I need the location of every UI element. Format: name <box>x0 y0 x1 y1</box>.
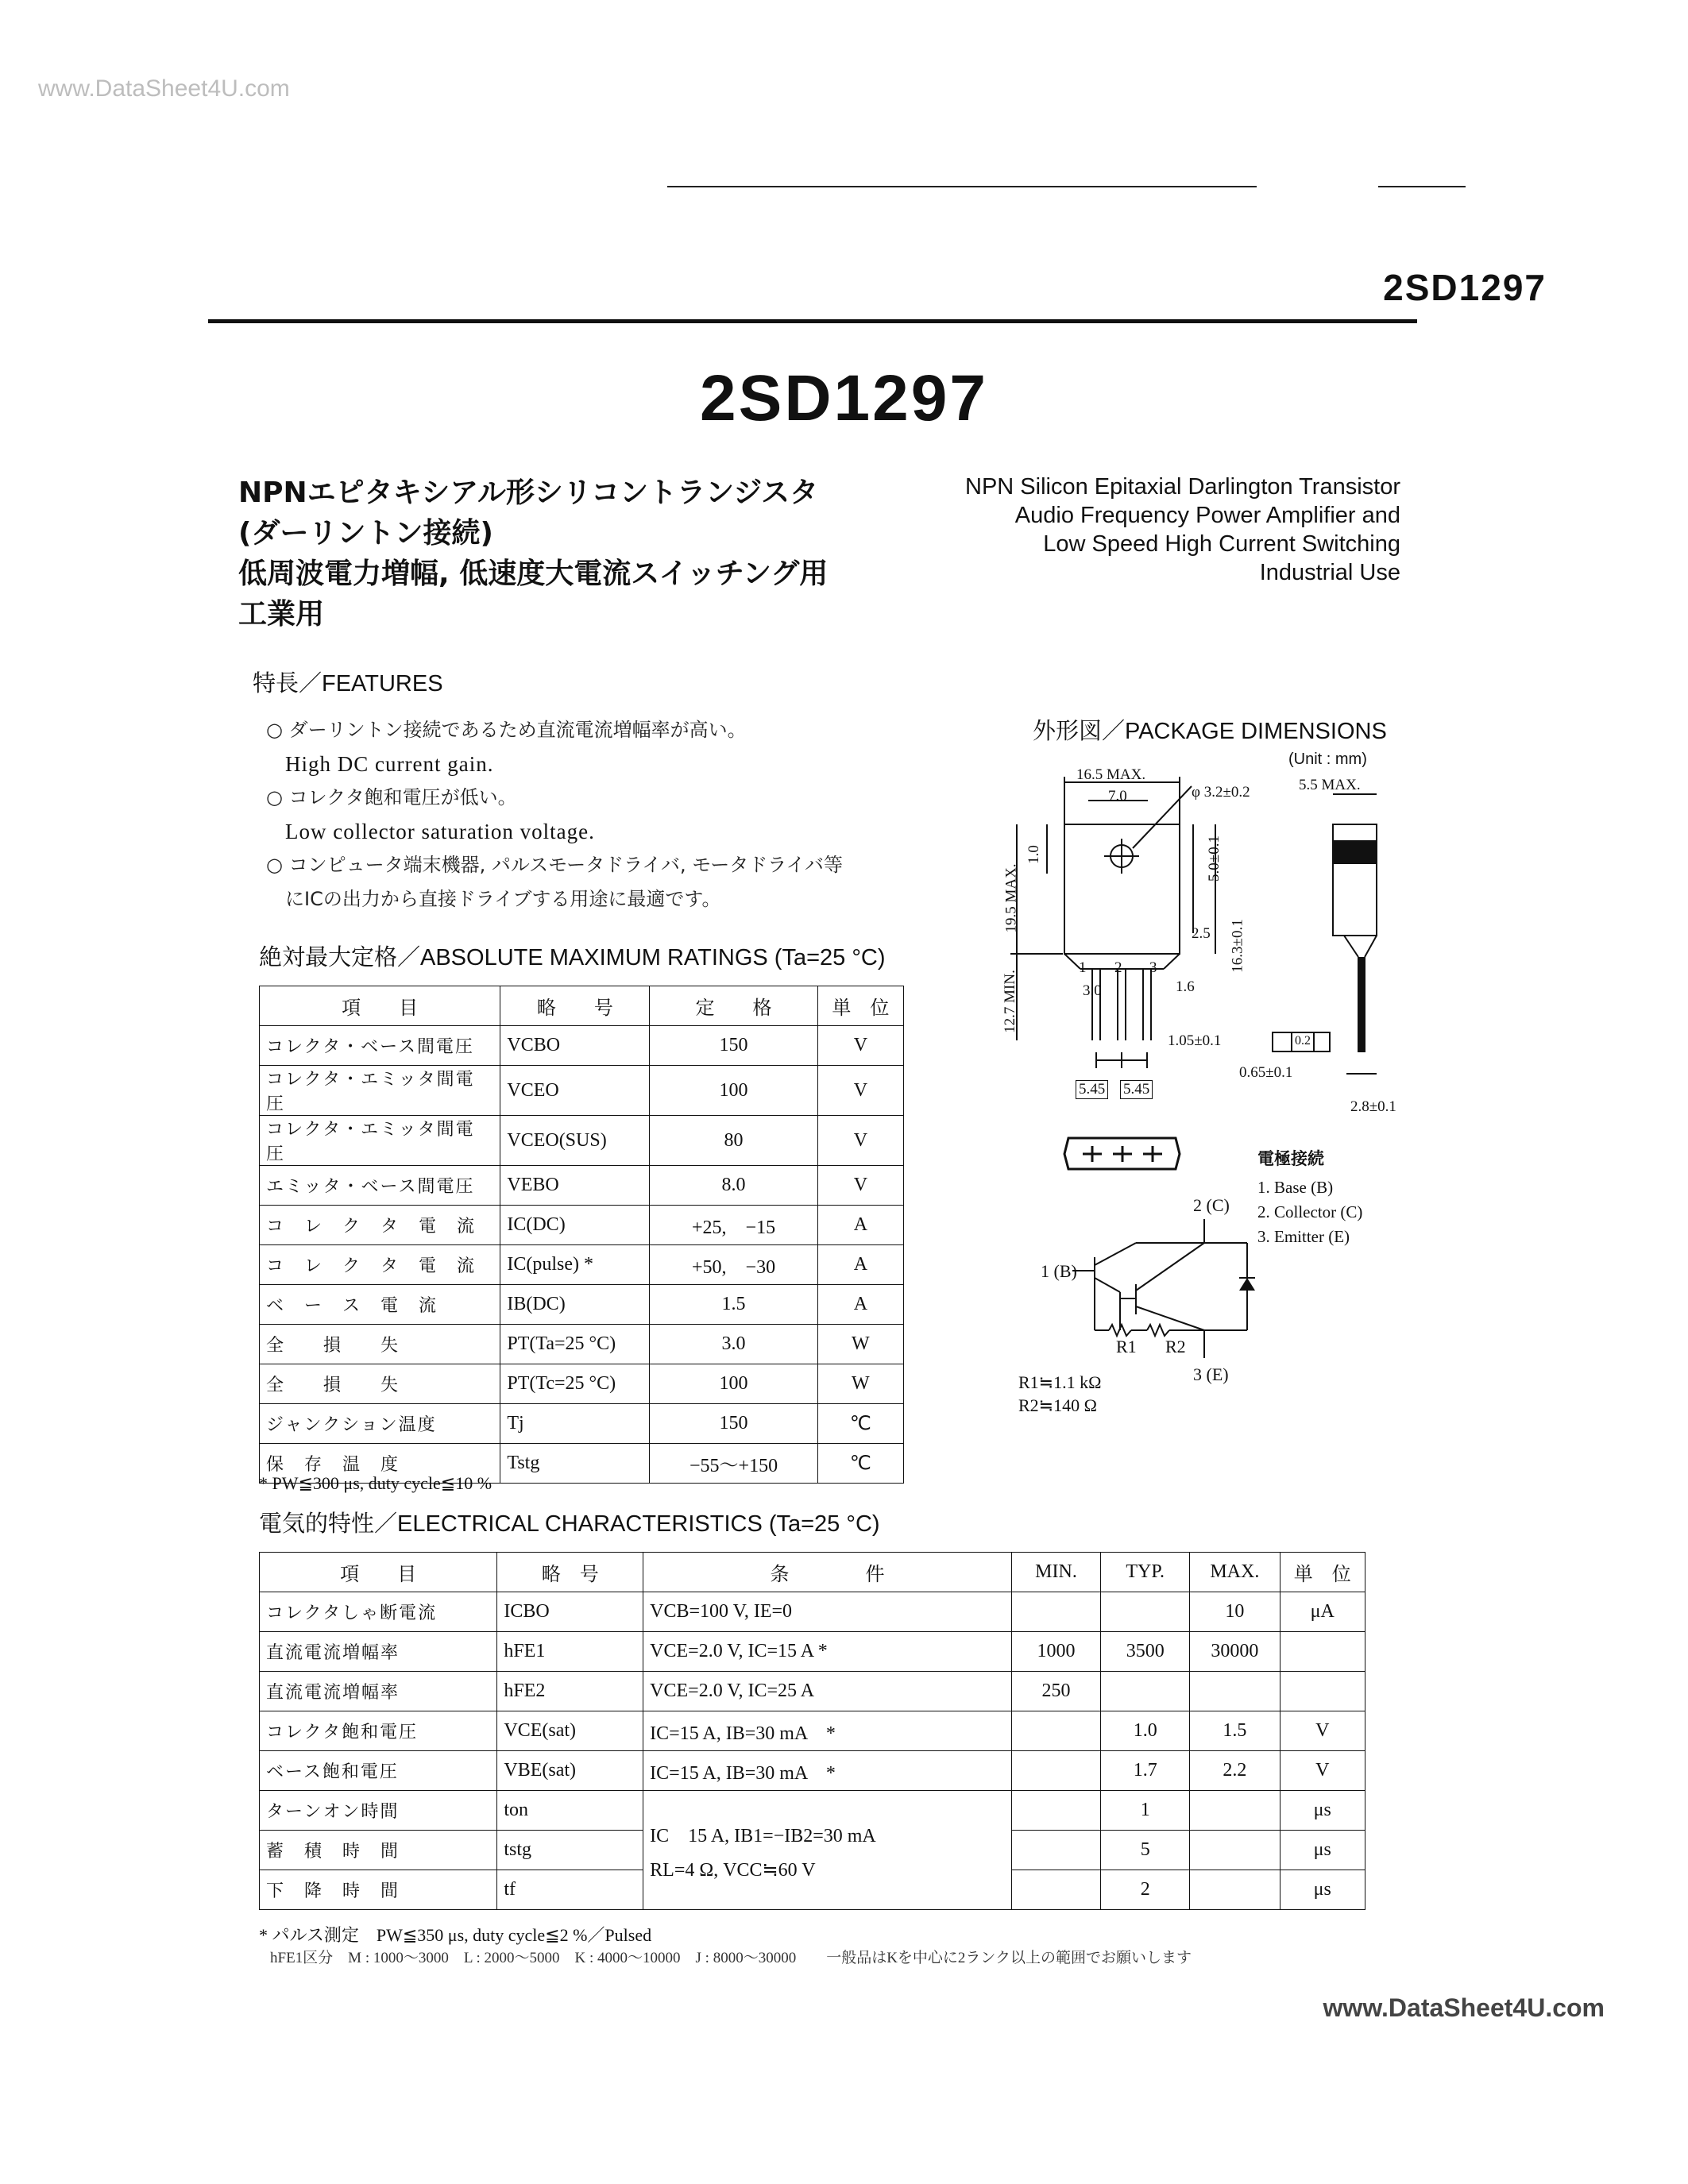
resistor-r2-value: R2≒140 Ω <box>1018 1395 1097 1415</box>
amr-cell-rating: 8.0 <box>650 1166 817 1206</box>
dim-label: 12.7 MIN. <box>1001 970 1018 1033</box>
amr-table-row <box>260 1325 904 1364</box>
amr-cell-symbol: VEBO <box>500 1166 650 1206</box>
amr-cell-unit: ℃ <box>817 1444 903 1484</box>
ec-col-item: 項 目 <box>260 1553 497 1592</box>
ec-cell-symbol: ton <box>497 1791 643 1831</box>
feature-jp: にICの出力から直接ドライブする用途に最適です。 <box>285 887 721 910</box>
ec-cell-item: コレクタ飽和電圧 <box>260 1711 497 1751</box>
amr-cell-item: ジャンクション温度 <box>260 1404 500 1444</box>
ec-cell-typ: 3500 <box>1101 1632 1190 1672</box>
title-jp-line: 低周波電力増幅, 低速度大電流スイッチング用 <box>238 558 829 590</box>
title-japanese <box>238 473 828 635</box>
ec-cell-symbol: VBE(sat) <box>497 1751 643 1791</box>
ec-cell-min: 1000 <box>1011 1632 1100 1672</box>
ec-cell-item: ターンオン時間 <box>260 1791 497 1831</box>
ec-cell-max: 2.2 <box>1190 1751 1280 1791</box>
amr-table-row <box>260 1066 904 1116</box>
circuit-label-emitter: 3 (E) <box>1193 1364 1229 1384</box>
amr-table-row <box>260 1166 904 1206</box>
pin-label: 3 <box>1149 959 1157 976</box>
ec-cell-typ <box>1101 1672 1190 1711</box>
amr-table-row <box>260 1404 904 1444</box>
ec-table-row <box>260 1632 1365 1672</box>
ec-cell-typ: 1.7 <box>1101 1751 1190 1791</box>
ec-cell-min <box>1011 1791 1100 1831</box>
ec-header-row <box>260 1553 1365 1592</box>
amr-cell-unit: V <box>817 1026 903 1066</box>
ec-cell-item: コレクタしゃ断電流 <box>260 1592 497 1632</box>
connection-item: 2. Collector (C) <box>1257 1202 1363 1221</box>
page-title: 2SD1297 <box>700 362 988 434</box>
package-heading: 外形図／PACKAGE DIMENSIONS <box>1033 719 1387 744</box>
ec-cell-symbol: hFE1 <box>497 1632 643 1672</box>
amr-cell-rating: 1.5 <box>650 1285 817 1325</box>
switch-condition: RL=4 Ω, VCC≒60 V <box>650 1859 816 1881</box>
ec-table-row <box>260 1672 1365 1711</box>
amr-cell-rating: 3.0 <box>650 1325 817 1364</box>
switch-condition: IC 15 A, IB1=−IB2=30 mA <box>650 1825 876 1846</box>
connection-item: 1. Base (B) <box>1257 1178 1334 1197</box>
dim-label: 3.0 <box>1083 982 1102 999</box>
ec-cell-max <box>1190 1870 1280 1910</box>
amr-cell-unit: V <box>817 1066 903 1116</box>
amr-cell-item: コレクタ・ベース間電圧 <box>260 1026 500 1066</box>
ec-cell-min <box>1011 1592 1100 1632</box>
header-rule-short <box>667 186 1257 187</box>
ec-cell-max <box>1190 1831 1280 1870</box>
dim-label: 16.3±0.1 <box>1229 919 1246 973</box>
dim-label: 2.8±0.1 <box>1350 1098 1396 1115</box>
dim-label: 2.5 <box>1192 925 1211 942</box>
circuit-label-collector: 2 (C) <box>1193 1195 1230 1215</box>
amr-cell-unit: V <box>817 1166 903 1206</box>
ec-col-symbol: 略 号 <box>497 1553 643 1592</box>
dim-label: 1.0 <box>1025 845 1042 864</box>
ec-cell-unit: μs <box>1280 1831 1365 1870</box>
ec-cell-typ <box>1101 1592 1190 1632</box>
watermark-top: www.DataSheet4U.com <box>38 75 290 102</box>
circuit-label-r2: R2 <box>1165 1337 1186 1356</box>
pin-label: 1 <box>1079 959 1087 976</box>
ec-cell-item: 直流電流増幅率 <box>260 1632 497 1672</box>
ec-cell-condition: IC=15 A, IB=30 mA * <box>643 1751 1012 1791</box>
dim-label: 5.0±0.1 <box>1205 835 1223 882</box>
package-unit: (Unit : mm) <box>1288 751 1367 768</box>
amr-cell-item: エミッタ・ベース間電圧 <box>260 1166 500 1206</box>
dim-label: 1.05±0.1 <box>1168 1032 1222 1049</box>
features-list <box>266 713 843 916</box>
ec-cell-typ: 5 <box>1101 1831 1190 1870</box>
ec-cell-min <box>1011 1711 1100 1751</box>
ec-cell-max: 1.5 <box>1190 1711 1280 1751</box>
ec-table-row <box>260 1711 1365 1751</box>
amr-cell-symbol: IB(DC) <box>500 1285 650 1325</box>
ec-cell-condition: IC=15 A, IB=30 mA * <box>643 1711 1012 1751</box>
ec-col-typ: TYP. <box>1101 1553 1190 1592</box>
ec-table-row <box>260 1592 1365 1632</box>
connection-list <box>1257 1175 1362 1249</box>
ec-cell-typ: 1.0 <box>1101 1711 1190 1751</box>
amr-table-row <box>260 1245 904 1285</box>
amr-header-row <box>260 986 904 1026</box>
amr-cell-item: コレクタ・エミッタ間電圧 <box>260 1066 500 1116</box>
feature-en: High DC current gain. <box>285 751 494 776</box>
ec-cell-item: 蓄 積 時 間 <box>260 1831 497 1870</box>
amr-table-row <box>260 1206 904 1245</box>
ec-heading: 電気的特性／ELECTRICAL CHARACTERISTICS (Ta=25 °C) <box>259 1511 880 1537</box>
amr-cell-rating: −55〜+150 <box>650 1444 817 1484</box>
ec-table-row <box>260 1791 1365 1831</box>
amr-table <box>259 986 904 1484</box>
amr-note: * PW≦300 μs, duty cycle≦10 % <box>259 1473 492 1493</box>
amr-cell-rating: 150 <box>650 1404 817 1444</box>
ec-cell-condition: VCE=2.0 V, IC=25 A <box>643 1672 1012 1711</box>
ec-cell-symbol: tstg <box>497 1831 643 1870</box>
amr-table-row <box>260 1364 904 1404</box>
amr-cell-unit: V <box>817 1116 903 1166</box>
ec-table-row <box>260 1751 1365 1791</box>
header-rule-tiny <box>1378 186 1466 187</box>
amr-cell-unit: W <box>817 1325 903 1364</box>
ec-cell-unit: V <box>1280 1751 1365 1791</box>
feature-jp: ○ コレクタ飽和電圧が低い。 <box>266 786 517 808</box>
ec-cell-min: 250 <box>1011 1672 1100 1711</box>
amr-cell-symbol: VCEO <box>500 1066 650 1116</box>
amr-cell-item: コレクタ・エミッタ間電圧 <box>260 1116 500 1166</box>
amr-table-row <box>260 1116 904 1166</box>
dim-label: 0.65±0.1 <box>1239 1064 1293 1081</box>
amr-cell-unit: A <box>817 1245 903 1285</box>
amr-cell-unit: A <box>817 1206 903 1245</box>
ec-col-min: MIN. <box>1011 1553 1100 1592</box>
watermark-bottom: www.DataSheet4U.com <box>1323 1993 1605 2022</box>
ec-cell-item: 下 降 時 間 <box>260 1870 497 1910</box>
ec-cell-condition: VCE=2.0 V, IC=15 A * <box>643 1632 1012 1672</box>
amr-cell-item: 全 損 失 <box>260 1364 500 1404</box>
ec-cell-max <box>1190 1672 1280 1711</box>
amr-cell-item: ベ ー ス 電 流 <box>260 1285 500 1325</box>
circuit-label-r1: R1 <box>1116 1337 1137 1356</box>
title-english <box>965 473 1400 587</box>
package-bottom-view-icon <box>1060 1132 1184 1175</box>
amr-cell-symbol: IC(pulse) * <box>500 1245 650 1285</box>
resistor-r1-value: R1≒1.1 kΩ <box>1018 1372 1102 1392</box>
ec-cell-max: 30000 <box>1190 1632 1280 1672</box>
ec-cell-typ: 2 <box>1101 1870 1190 1910</box>
equivalent-circuit-diagram <box>1049 1211 1255 1370</box>
amr-cell-unit: W <box>817 1364 903 1404</box>
amr-cell-rating: 100 <box>650 1066 817 1116</box>
header-part-number: 2SD1297 <box>1383 267 1547 308</box>
title-en-line: Low Speed High Current Switching <box>1043 531 1400 557</box>
ec-cell-item: ベース飽和電圧 <box>260 1751 497 1791</box>
dim-label: 5.5 MAX. <box>1299 777 1361 793</box>
ec-cell-min <box>1011 1870 1100 1910</box>
ec-cell-symbol: hFE2 <box>497 1672 643 1711</box>
ec-cell-unit <box>1280 1672 1365 1711</box>
dim-label: 0.2 <box>1295 1034 1311 1048</box>
dim-label: 19.5 MAX. <box>1002 863 1020 933</box>
amr-heading: 絶対最大定格／ABSOLUTE MAXIMUM RATINGS (Ta=25 °C) <box>259 945 886 970</box>
amr-cell-unit: ℃ <box>817 1404 903 1444</box>
ec-cell-typ: 1 <box>1101 1791 1190 1831</box>
amr-cell-rating: 150 <box>650 1026 817 1066</box>
title-en-line: Industrial Use <box>1259 560 1400 585</box>
ec-table <box>259 1552 1365 1910</box>
amr-col-unit: 単 位 <box>817 986 903 1026</box>
amr-cell-item: 保 存 温 度 <box>260 1444 500 1484</box>
amr-cell-rating: 100 <box>650 1364 817 1404</box>
amr-col-rating: 定 格 <box>650 986 817 1026</box>
header-rule <box>208 319 1417 323</box>
dim-label: 7.0 <box>1108 788 1127 805</box>
ec-cell-unit <box>1280 1632 1365 1672</box>
feature-jp: ○ ダーリントン接続であるため直流電流増幅率が高い。 <box>266 719 747 741</box>
dim-label: 16.5 MAX. <box>1076 766 1146 783</box>
amr-cell-item: コ レ ク タ 電 流 <box>260 1245 500 1285</box>
ec-col-max: MAX. <box>1190 1553 1280 1592</box>
ec-cell-item: 直流電流増幅率 <box>260 1672 497 1711</box>
pin-label: 2 <box>1114 959 1122 976</box>
amr-cell-rating: 80 <box>650 1116 817 1166</box>
title-jp-line: (ダーリントン接続) <box>238 517 493 550</box>
ec-cell-max <box>1190 1791 1280 1831</box>
ec-note-pulsed: * パルス測定 PW≦350 μs, duty cycle≦2 %／Pulsed <box>259 1925 652 1945</box>
ec-note-hfe-rank: hFE1区分 M : 1000〜3000 L : 2000〜5000 K : 4000〜10000 J : 8000〜30000 一般品はKを中心に2ランク以上の範囲でお願いします <box>270 1950 1192 1966</box>
connection-heading: 電極接続 <box>1257 1149 1324 1168</box>
features-heading: 特長／FEATURES <box>253 671 443 696</box>
amr-cell-symbol: PT(Ta=25 °C) <box>500 1325 650 1364</box>
ec-cell-symbol: tf <box>497 1870 643 1910</box>
ec-cell-min <box>1011 1751 1100 1791</box>
dim-label: 5.45 <box>1120 1080 1153 1099</box>
dim-label: 1.6 <box>1176 978 1195 995</box>
title-jp-line: NPNエピタキシアル形シリコントランジスタ <box>238 477 819 509</box>
amr-table-row <box>260 1026 904 1066</box>
title-jp-line: 工業用 <box>238 598 325 631</box>
ec-col-unit: 単 位 <box>1280 1553 1365 1592</box>
amr-cell-symbol: Tstg <box>500 1444 650 1484</box>
amr-cell-symbol: Tj <box>500 1404 650 1444</box>
amr-table-row <box>260 1285 904 1325</box>
feature-jp: ○ コンピュータ端末機器, パルスモータドライバ, モータドライバ等 <box>266 854 844 876</box>
circuit-label-base: 1 (B) <box>1041 1261 1077 1281</box>
ec-cell-max: 10 <box>1190 1592 1280 1632</box>
amr-col-symbol: 略 号 <box>500 986 650 1026</box>
amr-cell-symbol: VCEO(SUS) <box>500 1116 650 1166</box>
amr-col-item: 項 目 <box>260 986 500 1026</box>
ec-cell-symbol: VCE(sat) <box>497 1711 643 1751</box>
ec-cell-unit: μs <box>1280 1791 1365 1831</box>
amr-cell-rating: +50, −30 <box>650 1245 817 1285</box>
amr-cell-symbol: IC(DC) <box>500 1206 650 1245</box>
feature-en: Low collector saturation voltage. <box>285 819 595 843</box>
ec-cell-min <box>1011 1831 1100 1870</box>
amr-cell-item: コ レ ク タ 電 流 <box>260 1206 500 1245</box>
ec-cell-condition <box>643 1791 1012 1910</box>
connection-item: 3. Emitter (E) <box>1257 1227 1350 1246</box>
ec-cell-unit: μs <box>1280 1870 1365 1910</box>
ec-cell-condition: VCB=100 V, IE=0 <box>643 1592 1012 1632</box>
title-en-line: NPN Silicon Epitaxial Darlington Transistor <box>965 474 1400 500</box>
ec-cell-symbol: ICBO <box>497 1592 643 1632</box>
ec-col-condition: 条 件 <box>643 1553 1012 1592</box>
amr-cell-symbol: PT(Tc=25 °C) <box>500 1364 650 1404</box>
dim-label: φ 3.2±0.2 <box>1192 784 1250 801</box>
amr-cell-unit: A <box>817 1285 903 1325</box>
dim-label: 5.45 <box>1076 1080 1108 1099</box>
ec-cell-unit: μA <box>1280 1592 1365 1632</box>
amr-cell-rating: +25, −15 <box>650 1206 817 1245</box>
amr-cell-symbol: VCBO <box>500 1026 650 1066</box>
amr-cell-item: 全 損 失 <box>260 1325 500 1364</box>
title-en-line: Audio Frequency Power Amplifier and <box>1014 503 1400 528</box>
ec-cell-unit: V <box>1280 1711 1365 1751</box>
